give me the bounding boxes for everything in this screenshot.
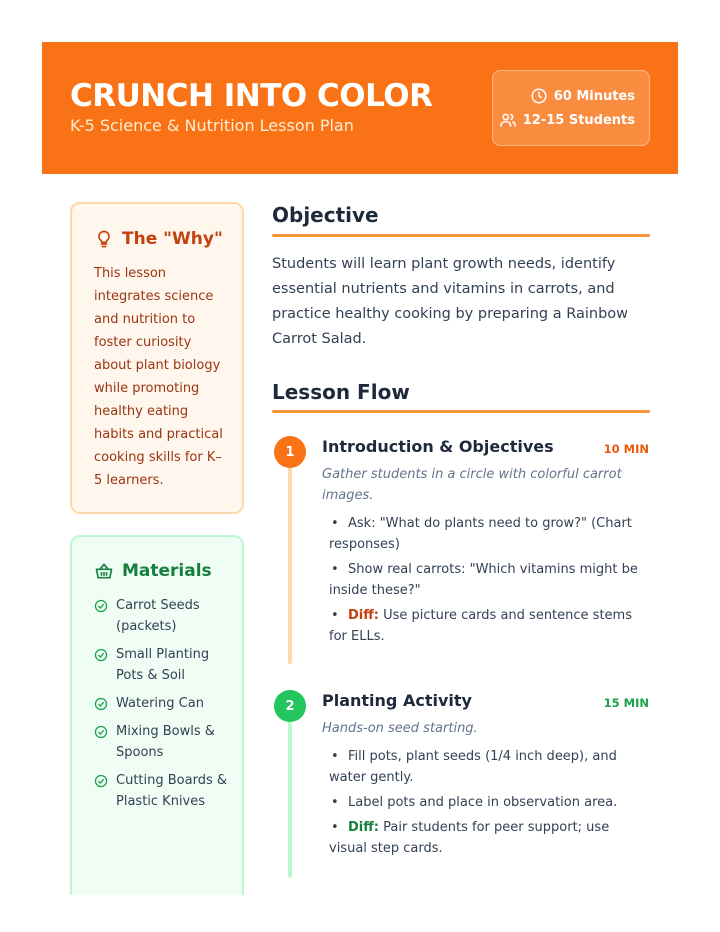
materials-title: Materials — [122, 561, 212, 581]
materials-list — [94, 595, 234, 819]
diff-label: Diff: — [348, 608, 379, 623]
step-bullet: • Ask: "What do plants need to grow?" (Chart responses) — [329, 516, 632, 552]
lesson-title: CRUNCH INTO COLOR — [70, 78, 433, 114]
materials-item — [94, 595, 234, 637]
materials-item — [94, 721, 234, 763]
check-circle-icon — [94, 599, 108, 613]
step-duration: 10 MIN — [603, 442, 649, 456]
step-bullet-list — [329, 746, 649, 863]
why-title: The "Why" — [122, 229, 223, 249]
materials-item-label: Carrot Seeds (packets) — [116, 598, 200, 634]
materials-item — [94, 644, 234, 686]
step-description: Gather students in a circle with colorful carrot images. — [322, 467, 622, 503]
materials-item-label: Cutting Boards & Plastic Knives — [116, 773, 227, 809]
step-title: Planting Activity — [322, 691, 472, 710]
lightbulb-icon — [94, 228, 114, 250]
objective-heading: Objective — [272, 203, 379, 227]
check-circle-icon — [94, 697, 108, 711]
materials-item — [94, 770, 234, 812]
why-card — [70, 202, 244, 514]
timeline-line — [288, 720, 292, 878]
lesson-subtitle: K-5 Science & Nutrition Lesson Plan — [70, 116, 354, 135]
why-header — [94, 228, 223, 250]
step-title: Introduction & Objectives — [322, 437, 554, 456]
diff-label: Diff: — [348, 820, 379, 835]
group-size-row — [499, 111, 635, 129]
step-bullet: • Diff: Pair students for peer support; use visual step cards. — [329, 820, 610, 856]
step-duration: 15 MIN — [603, 696, 649, 710]
lesson-flow-heading: Lesson Flow — [272, 380, 410, 404]
duration-row — [530, 87, 635, 105]
step-number-badge: 2 — [274, 690, 306, 722]
materials-card — [70, 535, 244, 895]
step-bullet-list — [329, 513, 649, 651]
step-bullet-text: Show real carrots: "Which vitamins might be inside these?" — [329, 562, 638, 598]
step-bullet-text: Pair students for peer support; use visual step cards. — [329, 820, 610, 856]
materials-item-label: Mixing Bowls & Spoons — [116, 724, 215, 760]
step-bullet: • Label pots and place in observation area. — [331, 795, 618, 810]
step-bullet-text: Label pots and place in observation area. — [348, 795, 618, 810]
duration-label: 60 Minutes — [553, 88, 635, 104]
step-bullet: • Fill pots, plant seeds (1/4 inch deep), and water gently. — [329, 749, 617, 785]
step-bullet-text: Fill pots, plant seeds (1/4 inch deep), and water gently. — [329, 749, 617, 785]
materials-item-label: Watering Can — [116, 696, 204, 711]
basket-icon — [94, 561, 114, 581]
timeline-line — [288, 466, 292, 664]
users-icon — [499, 111, 517, 129]
materials-item — [94, 693, 234, 714]
group-size-label: 12-15 Students — [522, 112, 635, 128]
why-text: This lesson integrates science and nutrition to foster curiosity about plant biology while promoting healthy eating habits and practical cooking skills for K–5 learners. — [94, 266, 223, 488]
lesson-info-badge — [492, 70, 650, 146]
objective-divider — [272, 234, 650, 237]
step-number-badge: 1 — [274, 436, 306, 468]
check-circle-icon — [94, 725, 108, 739]
step-description: Hands-on seed starting. — [322, 721, 478, 736]
step-bullet: • Diff: Use picture cards and sentence stems for ELLs. — [329, 608, 632, 644]
materials-header — [94, 561, 212, 581]
lesson-flow-divider — [272, 410, 650, 413]
step-bullet: • Show real carrots: "Which vitamins might be inside these?" — [329, 562, 638, 598]
materials-item-label: Small Planting Pots & Soil — [116, 647, 210, 683]
step-bullet-text: Ask: "What do plants need to grow?" (Chart responses) — [329, 516, 632, 552]
check-circle-icon — [94, 648, 108, 662]
check-circle-icon — [94, 774, 108, 788]
clock-icon — [530, 87, 548, 105]
header-banner — [42, 42, 678, 174]
step-bullet-text: Use picture cards and sentence stems for ELLs. — [329, 608, 632, 644]
objective-text: Students will learn plant growth needs, identify essential nutrients and vitamins in carrots, and practice healthy cooking by preparing a Rainbow Carrot Salad. — [272, 256, 629, 347]
